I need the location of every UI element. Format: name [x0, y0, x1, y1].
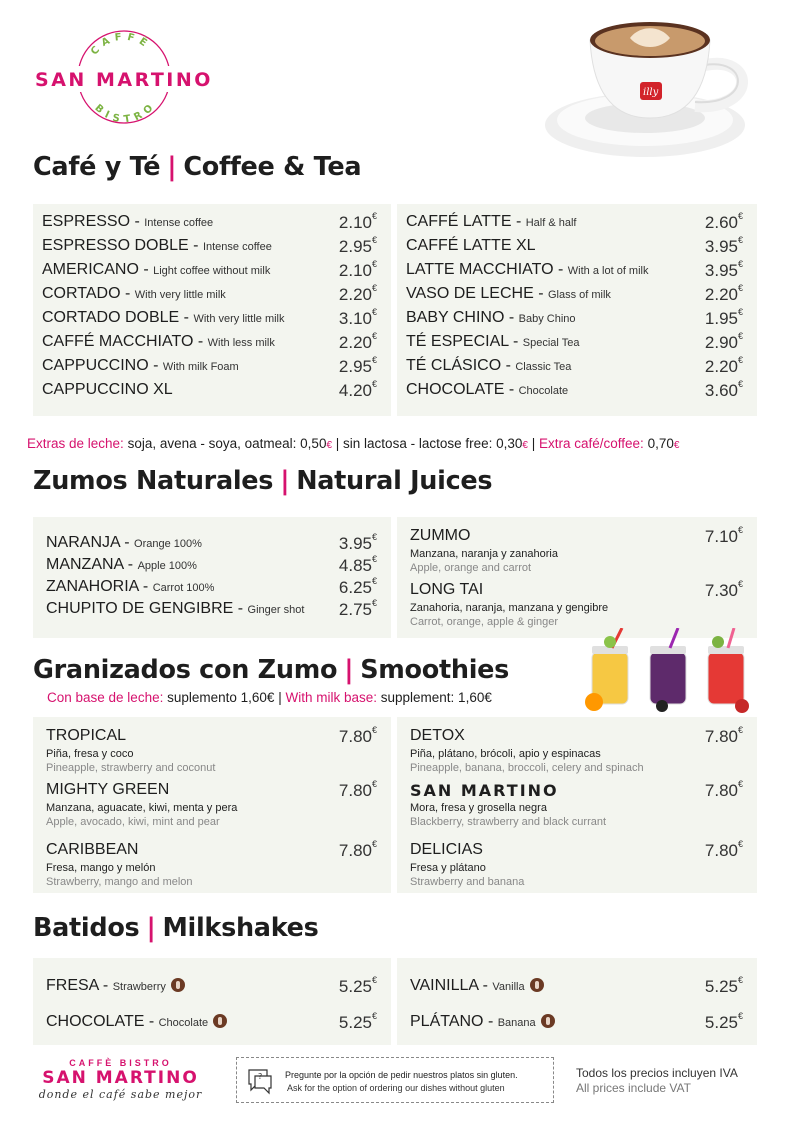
milkshake-icon [171, 978, 185, 992]
menu-item: PLÁTANO - Banana 5.25€ [410, 1011, 743, 1032]
menu-item: VASO DE LECHE - Glass of milk 2.20€ [406, 283, 743, 304]
menu-item: ESPRESSO DOBLE - Intense coffee 2.95€ [42, 235, 377, 256]
speech-bubble-icon [245, 1066, 275, 1096]
coffee-title-en: Coffee & Tea [183, 152, 362, 182]
vat-note [576, 1066, 738, 1096]
footer-logo-top: CAFFÈ BISTRO [69, 1058, 172, 1068]
coffee-panel-left [33, 204, 391, 416]
menu-item: CHUPITO DE GENGIBRE - Ginger shot 2.75€ [46, 598, 377, 619]
menu-item: BABY CHINO - Baby Chino 1.95€ [406, 307, 743, 328]
menu-item: LONG TAI Zanahoria, naranja, manzana y gengibre Carrot, orange, apple & ginger 7.30€ [410, 579, 743, 628]
menu-item: CORTADO - With very little milk 2.20€ [42, 283, 377, 304]
milkshakes-title-en: Milkshakes [162, 913, 319, 943]
footer-logo-name: SAN MARTINO [42, 1068, 199, 1088]
cup-brand-label: illy [643, 87, 659, 98]
smoothies-panel-left [33, 717, 391, 893]
menu-item: TROPICAL Piña, fresa y coco Pineapple, strawberry and coconut 7.80€ [46, 725, 377, 774]
smoothie-jars-image [582, 628, 758, 714]
menu-item: CORTADO DOBLE - With very little milk 3.10€ [42, 307, 377, 328]
menu-item: ZUMMO Manzana, naranja y zanahoria Apple, orange and carrot 7.10€ [410, 525, 743, 574]
footer-logo [33, 1058, 208, 1101]
menu-item: ZANAHORIA - Carrot 100% 6.25€ [46, 576, 377, 597]
menu-item: CAPPUCCINO - With milk Foam 2.95€ [42, 355, 377, 376]
milk-base-note: Con base de leche: suplemento 1,60€ | With milk base: supplement: 1,60€ [47, 690, 492, 705]
menu-item: SAN MARTINO Mora, fresa y grosella negra Blackberry, strawberry and black currant 7.80€ [410, 779, 743, 828]
menu-item: CHOCOLATE - Chocolate 3.60€ [406, 379, 743, 400]
menu-item: TÉ ESPECIAL - Special Tea 2.90€ [406, 331, 743, 352]
section-title-coffee [33, 152, 361, 182]
menu-item: DETOX Piña, plátano, brócoli, apio y espinacas Pineapple, banana, broccoli, celery and spinach 7.80€ [410, 725, 743, 774]
juices-title-en: Natural Juices [296, 466, 493, 496]
juices-panel-right [397, 517, 757, 638]
menu-item: CAFFÉ MACCHIATO - With less milk 2.20€ [42, 331, 377, 352]
menu-item: CAFFÉ LATTE - Half & half 2.60€ [406, 211, 743, 232]
gluten-text-en: Ask for the option of ordering our dishes without gluten [287, 1083, 505, 1093]
gluten-text-es: Pregunte por la opción de pedir nuestros platos sin gluten. [285, 1070, 518, 1080]
header-logo [30, 22, 215, 132]
menu-item: CARIBBEAN Fresa, mango y melón Strawberry, mango and melon 7.80€ [46, 839, 377, 888]
menu-item: LATTE MACCHIATO - With a lot of milk 3.95€ [406, 259, 743, 280]
milkshake-icon [213, 1014, 227, 1028]
menu-item: VAINILLA - Vanilla 5.25€ [410, 975, 743, 996]
gluten-notice [236, 1057, 554, 1103]
menu-item: CHOCOLATE - Chocolate 5.25€ [46, 1011, 377, 1032]
menu-item: FRESA - Strawberry 5.25€ [46, 975, 377, 996]
coffee-title-es: Café y Té [33, 152, 161, 182]
coffee-panel-right [397, 204, 757, 416]
menu-item: AMERICANO - Light coffee without milk 2.10€ [42, 259, 377, 280]
juices-title-es: Zumos Naturales [33, 466, 274, 496]
section-title-smoothies [33, 655, 509, 685]
title-divider: | [344, 655, 354, 685]
milkshake-icon [541, 1014, 555, 1028]
milk-extras-note: Extras de leche: soja, avena - soya, oatmeal: 0,50€ | sin lactosa - lactose free: 0,30€ | Extra café/coffee: 0,70€ [27, 436, 680, 451]
coffee-cup-image [545, 10, 755, 160]
milkshakes-panel-left [33, 958, 391, 1045]
menu-item: CAPPUCCINO XL 4.20€ [42, 379, 377, 400]
smoothies-panel-right [397, 717, 757, 893]
menu-item: NARANJA - Orange 100% 3.95€ [46, 532, 377, 553]
logo-name: SAN MARTINO [35, 69, 213, 91]
menu-item: MANZANA - Apple 100% 4.85€ [46, 554, 377, 575]
title-divider: | [167, 152, 177, 182]
menu-item: DELICIAS Fresa y plátano Strawberry and banana 7.80€ [410, 839, 743, 888]
smoothies-title-es: Granizados con Zumo [33, 655, 338, 685]
menu-item: TÉ CLÁSICO - Classic Tea 2.20€ [406, 355, 743, 376]
juices-panel-left [33, 517, 391, 638]
footer-tagline: donde el café sabe mejor [38, 1088, 203, 1101]
menu-item: ESPRESSO - Intense coffee 2.10€ [42, 211, 377, 232]
smoothies-title-en: Smoothies [360, 655, 510, 685]
milkshake-icon [530, 978, 544, 992]
vat-text-en: All prices include VAT [576, 1081, 691, 1095]
menu-item: CAFFÉ LATTE XL 3.95€ [406, 235, 743, 256]
svg-text:BISTRO [92, 99, 158, 125]
menu-item: MIGHTY GREEN Manzana, aguacate, kiwi, menta y pera Apple, avocado, kiwi, mint and pear 7.80€ [46, 779, 377, 828]
title-divider: | [280, 466, 290, 496]
section-title-milkshakes [33, 913, 319, 943]
title-divider: | [146, 913, 156, 943]
section-title-juices [33, 466, 492, 496]
vat-text-es: Todos los precios incluyen IVA [576, 1066, 738, 1080]
logo-caffe-text: CAFFÈ [88, 31, 153, 58]
milkshakes-panel-right [397, 958, 757, 1045]
milkshakes-title-es: Batidos [33, 913, 140, 943]
svg-text:?: ? [258, 1072, 263, 1081]
logo-bistro-text: BISTRO [92, 99, 159, 126]
